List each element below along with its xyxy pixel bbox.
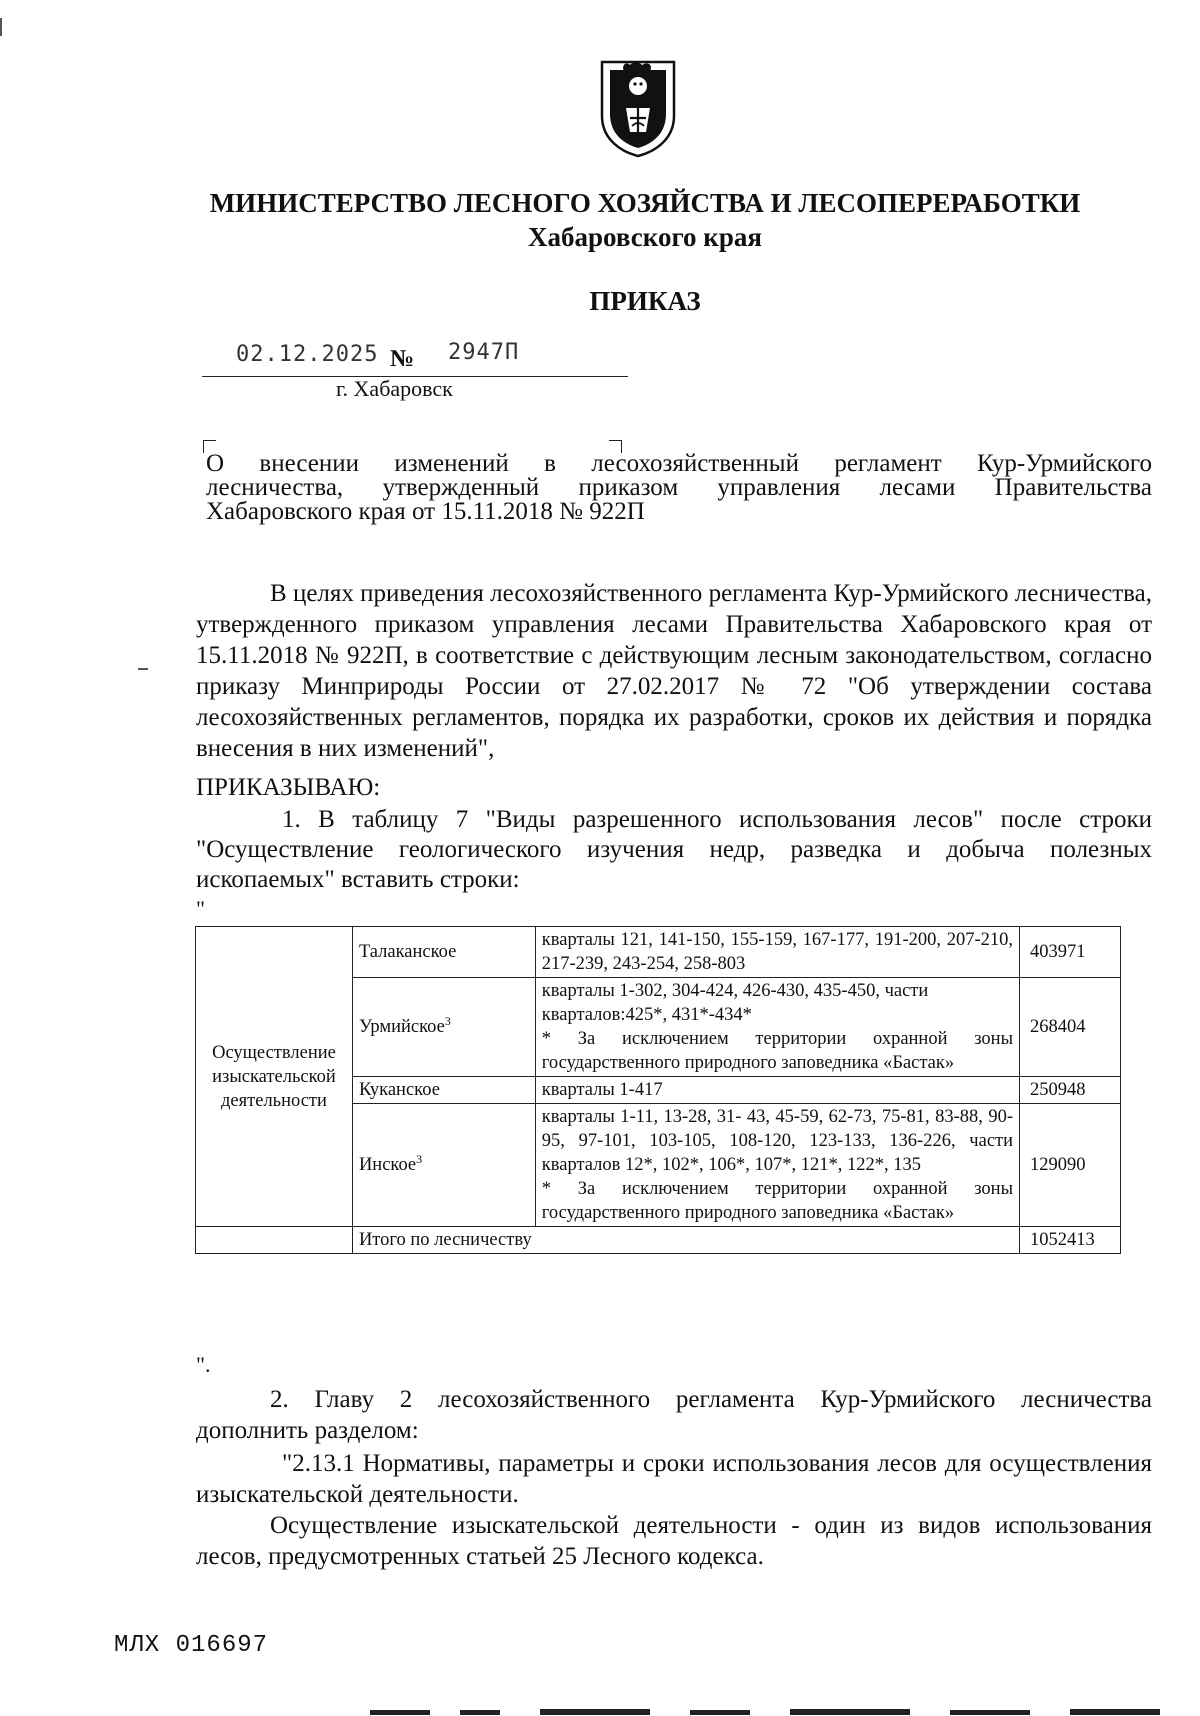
number-sign: №: [390, 346, 415, 372]
table-row: [196, 927, 1121, 978]
total-label-cell: Итого по лесничеству: [352, 1227, 1019, 1254]
total-area-cell: 1052413: [1020, 1227, 1121, 1254]
area-cell: 403971: [1020, 927, 1121, 978]
quarters-cell: кварталы 121, 141-150, 155-159, 167-177, 191-200, 207-210, 217-239, 243-254, 258-803: [535, 927, 1019, 978]
quote-close: ".: [196, 1352, 211, 1377]
subject-line: Хабаровского края от 15.11.2018 № 922П: [206, 498, 645, 525]
bottom-scan-marks: [370, 1708, 1200, 1716]
subject-line: лесничества, утвержденный приказом управления лесами Правительства: [206, 474, 1152, 501]
forestry-cell: Куканское: [352, 1077, 535, 1104]
margin-mark: [0, 18, 2, 36]
quote-open: ": [196, 896, 205, 921]
forestry-cell: Талаканское: [352, 927, 535, 978]
preamble-paragraph: В целях приведения лесохозяйственного регламента Кур-Урмийского лесничества, утвержденного приказом управления лесами Правительства Хабаровского края от 15.11.2018 № 922П, в соответствие с действующим лесным законодательством, согласно приказу Минприроды России от 27.02.2017 № 72 "Об утверждении состава лесохозяйственных регламентов, порядка их разработки, сроков их действия и порядка внесения в них изменений",: [196, 580, 1152, 762]
table-total-row: [196, 1227, 1121, 1254]
quarters-cell: кварталы 1-417: [535, 1077, 1019, 1104]
forestry-cell: Инское$^3$: [352, 1104, 535, 1227]
order-word: ПРИКАЗЫВАЮ:: [196, 774, 381, 801]
area-cell: 129090: [1020, 1104, 1121, 1227]
scan-dash-mark: [138, 668, 148, 670]
order-subject: [206, 452, 1152, 524]
ministry-title: [0, 186, 1200, 254]
coat-of-arms-icon: [596, 56, 680, 158]
forest-use-table: [195, 926, 1121, 1254]
item-1-paragraph: 1. В таблицу 7 "Виды разрешенного использования лесов" после строки "Осуществление геологического изучения недр, разведка и добыча полезных ископаемых" вставить строки:: [196, 806, 1152, 893]
item-2-paragraph: 2. Главу 2 лесохозяйственного регламента Кур-Урмийского лесничества дополнить разделом:: [196, 1386, 1152, 1444]
section-heading-paragraph: "2.13.1 Нормативы, параметры и сроки использования лесов для осуществления изыскательской деятельности.: [196, 1450, 1152, 1508]
empty-cell: [196, 1227, 353, 1254]
order-number: 2947П: [448, 340, 520, 365]
area-cell: 250948: [1020, 1077, 1121, 1104]
city: г. Хабаровск: [336, 376, 453, 401]
forestry-cell: Урмийское$^3$: [352, 978, 535, 1077]
activity-cell: Осуществление изыскательской деятельности: [196, 927, 353, 1227]
quarters-cell: кварталы 1-302, 304-424, 426-430, 435-450, части кварталов:425*, 431*-434* * За исключением территории охранной зоны государственного природного заповедника «Бастак»: [535, 978, 1019, 1077]
order-date: 02.12.2025: [236, 342, 379, 367]
document-type: ПРИКАЗ: [589, 286, 701, 316]
subject-line: О внесении изменений в лесохозяйственный регламент Кур-Урмийского: [206, 450, 1152, 477]
form-serial-number: МЛХ 016697: [114, 1632, 269, 1659]
section-text-paragraph: Осуществление изыскательской деятельности - один из видов использования лесов, предусмотренных статьей 25 Лесного кодекса.: [196, 1512, 1152, 1570]
ministry-region: Хабаровского края: [528, 222, 762, 252]
quarters-cell: кварталы 1-11, 13-28, 31- 43, 45-59, 62-73, 75-81, 83-88, 90-95, 97-101, 103-105, 108-120, 123-133, 136-226, части кварталов 12*, 102*, 106*, 107*, 121*, 122*, 135 * За исключением территории охранной зоны государственного природного заповедника «Бастак»: [535, 1104, 1019, 1227]
area-cell: 268404: [1020, 978, 1121, 1077]
ministry-name: МИНИСТЕРСТВО ЛЕСНОГО ХОЗЯЙСТВА И ЛЕСОПЕРЕРАБОТКИ: [209, 188, 1081, 218]
